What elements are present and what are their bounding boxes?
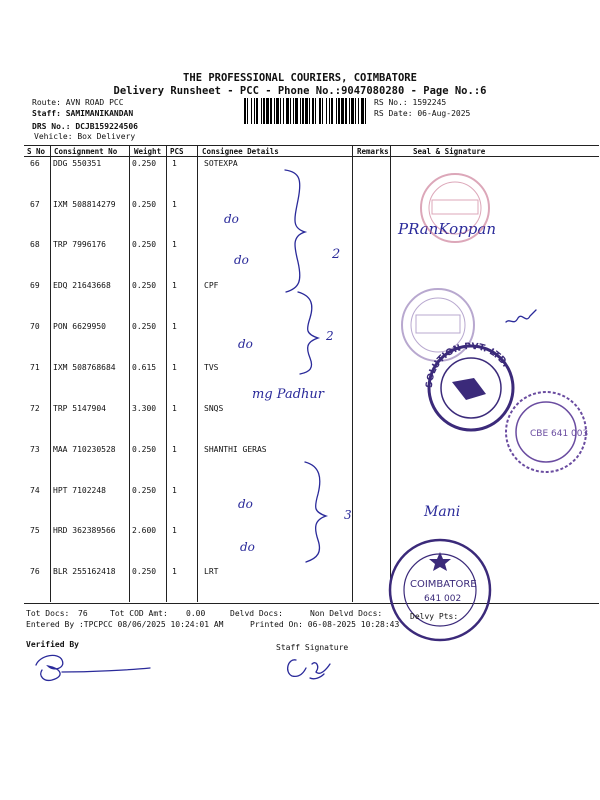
row-consignee-details: SOTEXPA [204, 159, 238, 168]
tot-docs-value: 76 [78, 609, 88, 618]
row-consignment-no: BLR 255162418 [53, 567, 116, 576]
row-weight: 0.250 [132, 567, 157, 576]
row-sno: 73 [30, 445, 40, 454]
row-weight: 0.250 [132, 322, 157, 331]
row-weight: 2.600 [132, 526, 157, 535]
rs-date: RS Date: 06-Aug-2025 [374, 109, 471, 118]
row-weight: 0.250 [132, 281, 157, 290]
row-weight: 0.615 [132, 363, 157, 372]
handwritten-signature-prankoppan: PRanKoppan [398, 220, 496, 238]
row-pcs: 1 [172, 159, 177, 168]
row-sno: 67 [30, 200, 40, 209]
row-consignment-no: IXM 508768684 [53, 363, 116, 372]
row-sno: 70 [30, 322, 40, 331]
runsheet-subtitle: Delivery Runsheet - PCC - Phone No.:9047080280 - Page No.:6 [113, 85, 487, 97]
drs-number: DRS No.: DCJB159224506 [32, 122, 138, 131]
col-consignee: Consignee Details [202, 147, 279, 156]
ditto-mark-68: do [234, 253, 249, 267]
stamp-text-pin: 641 002 [424, 594, 462, 604]
row-pcs: 1 [172, 445, 177, 454]
row-consignment-no: HPT 7102248 [53, 486, 106, 495]
stamp-text-cbe: CBE 641 003 [530, 429, 589, 439]
tot-cod-value: 0.00 [186, 609, 206, 618]
ditto-mark-75: do [240, 540, 255, 554]
printed-on: Printed On: 06-08-2025 10:28:43 [250, 620, 400, 629]
row-consignment-no: HRD 362389566 [53, 526, 116, 535]
verified-by-label: Verified By [26, 640, 79, 649]
tot-docs-label: Tot Docs: [26, 609, 70, 618]
row-consignment-no: DDG 550351 [53, 159, 102, 168]
col-seal-signature: Seal & Signature [413, 147, 486, 156]
rs-number: RS No.: 1592245 [374, 98, 447, 107]
company-title: THE PROFESSIONAL COURIERS, COIMBATORE [183, 72, 417, 84]
row-weight: 0.250 [132, 486, 157, 495]
row-weight: 0.250 [132, 445, 157, 454]
row-consignment-no: PON 6629950 [53, 322, 106, 331]
ditto-mark-67: do [224, 212, 239, 226]
row-sno: 74 [30, 486, 40, 495]
row-pcs: 1 [172, 322, 177, 331]
faded-stamp-top [421, 174, 489, 242]
row-pcs: 1 [172, 363, 177, 372]
row-sno: 75 [30, 526, 40, 535]
col-consignment: Consignment No [54, 147, 118, 156]
row-consignment-no: TRP 7996176 [53, 240, 106, 249]
group-count-1: 2 [332, 247, 341, 262]
coimbatore-branch-stamp [390, 540, 490, 640]
row-pcs: 1 [172, 240, 177, 249]
entered-by: Entered By :TPCPCC 08/06/2025 10:24:01 AM [26, 620, 224, 629]
col-pcs: PCS [170, 147, 184, 156]
row-consignment-no: EDQ 21643668 [53, 281, 111, 290]
row-sno: 69 [30, 281, 40, 290]
vehicle-label: Vehicle: Box Delivery [34, 132, 136, 141]
stamp-text-coimbatore: COIMBATORE [410, 579, 477, 590]
row-consignment-no: IXM 508814279 [53, 200, 116, 209]
row-consignment-no: TRP 5147904 [53, 404, 106, 413]
row-consignee-details: SHANTHI GERAS [204, 445, 267, 454]
row-weight: 0.250 [132, 200, 157, 209]
row-sno: 68 [30, 240, 40, 249]
staff-signature-label: Staff Signature [276, 643, 349, 652]
group-count-3: 3 [344, 508, 352, 522]
row-consignee-details: TVS [204, 363, 219, 372]
staff-label: Staff: SAMIMANIKANDAN [32, 109, 134, 118]
solution-company-stamp [425, 342, 513, 430]
col-remarks: Remarks [357, 147, 389, 156]
col-weight: Weight [134, 147, 162, 156]
row-sno: 76 [30, 567, 40, 576]
col-sno: S No [27, 147, 46, 156]
ditto-mark-74: do [238, 497, 253, 511]
row-sno: 72 [30, 404, 40, 413]
row-pcs: 1 [172, 526, 177, 535]
row-sno: 71 [30, 363, 40, 372]
row-consignment-no: MAA 710230528 [53, 445, 116, 454]
delivery-points-label: Delvy Pts: [410, 612, 459, 621]
row-weight: 3.300 [132, 404, 157, 413]
ditto-mark-70: do [238, 337, 253, 351]
tot-cod-label: Tot COD Amt: [110, 609, 168, 618]
handwritten-name-71: mg Padhur [252, 387, 324, 402]
row-pcs: 1 [172, 486, 177, 495]
route-label: Route: AVN ROAD PCC [32, 98, 124, 107]
row-pcs: 1 [172, 281, 177, 290]
row-consignee-details: LRT [204, 567, 219, 576]
row-pcs: 1 [172, 404, 177, 413]
row-sno: 66 [30, 159, 40, 168]
row-consignee-details: CPF [204, 281, 219, 290]
stamp-text-solution: SOLUTION PVT. LTD. [424, 341, 511, 389]
non-delivered-docs-label: Non Delvd Docs: [310, 609, 383, 618]
row-pcs: 1 [172, 200, 177, 209]
row-weight: 0.250 [132, 240, 157, 249]
row-consignee-details: SNQS [204, 404, 224, 413]
group-count-2: 2 [326, 329, 334, 343]
delivered-docs-label: Delvd Docs: [230, 609, 283, 618]
row-weight: 0.250 [132, 159, 157, 168]
handwritten-signature-mani: Mani [424, 504, 461, 520]
cbe-courier-stamp [506, 392, 588, 472]
row-pcs: 1 [172, 567, 177, 576]
